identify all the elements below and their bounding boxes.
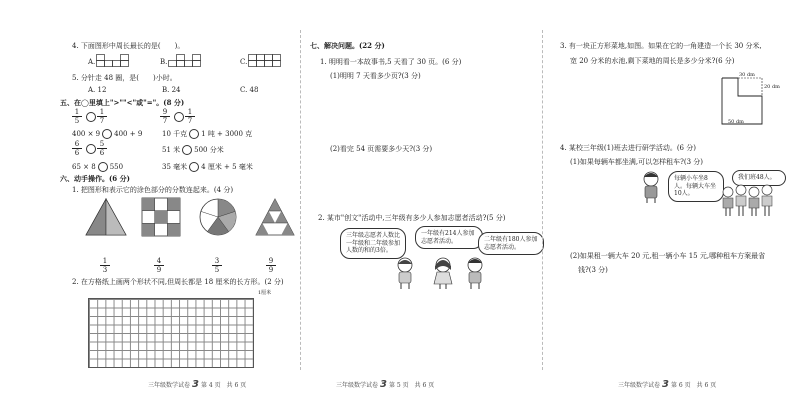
speech-bubble: 每辆小车坐8人。每辆大车坐10人。 <box>668 171 724 202</box>
compare-right: 10 千克 1 吨 + 3000 克 <box>162 130 253 138</box>
triangle-grid-figure <box>254 197 296 237</box>
page-6 <box>542 0 800 415</box>
page-footer: 三年级数学试卷 3 第 5 页 共 6 页 <box>336 379 435 390</box>
compare-circle[interactable] <box>86 112 96 122</box>
child-illustration <box>390 256 420 290</box>
q3-text-line1: 3. 有一块正方形菜地,如图。如果在它的一角建造一个长 30 分米, <box>560 42 762 50</box>
q4-option-b-label: B. <box>160 58 168 66</box>
q1-2-text: (2)看完 54 页需要多少天?(3 分) <box>330 145 433 153</box>
section-6-title: 六、动手操作。(6 分) <box>60 174 130 183</box>
page-4 <box>0 0 300 415</box>
q4-option-c-label: C. <box>240 58 248 66</box>
q5-option-b: B. 24 <box>162 86 181 94</box>
page-footer: 三年级数学试卷 3 第 4 页 共 6 页 <box>148 379 247 390</box>
triangle-figure <box>84 197 128 237</box>
q5-option-c: C. 48 <box>240 86 259 94</box>
fraction: $\frac{6}{6}$ <box>72 140 82 157</box>
q4-option-c-figure <box>248 54 288 68</box>
compare-circle[interactable] <box>189 129 199 139</box>
child-illustration <box>460 256 490 290</box>
q2-text: 2. 某市"创文"活动中,三年级有多少人参加志愿者活动?(5 分) <box>318 214 506 222</box>
q4-option-a-figure <box>96 54 140 68</box>
compare-left: 400 × 9 400 + 9 <box>72 130 143 138</box>
q4-option-a-label: A. <box>88 58 96 66</box>
q4-text: 4. 下面图形中周长最长的是( )。 <box>72 42 185 50</box>
q4-option-b-figure <box>168 54 212 68</box>
q5-option-a: A. 12 <box>88 86 107 94</box>
speech-bubble: 三年级志愿者人数比一年级和二年级参加人数的和的3倍。 <box>340 228 406 259</box>
speech-bubble: 一年级有214人参加志愿者活动。 <box>415 226 483 249</box>
q6-1-text: 1. 把图形和表示它的涂色部分的分数连起来。(4 分) <box>72 186 234 194</box>
page-5 <box>300 0 542 415</box>
fraction-answer: $\frac{3}{5}$ <box>212 257 222 274</box>
q3-text-line2: 宽 20 分米的水池,剩下菜地的周长是多少分米?(6 分) <box>570 57 735 65</box>
q5-text: 5. 分针走 48 圈，是( )小时。 <box>72 74 177 82</box>
q4-text: 4. 某校三年级(1)班去进行研学活动。(6 分) <box>560 144 696 152</box>
fraction: $\frac{9}{7}$ <box>160 108 170 125</box>
compare-circle[interactable] <box>102 129 112 139</box>
section-7-title: 七、解决问题。(22 分) <box>310 41 385 50</box>
page-footer: 三年级数学试卷 3 第 6 页 共 6 页 <box>618 379 717 390</box>
compare-left: 65 × 8 550 <box>72 163 124 171</box>
compare-circle[interactable] <box>174 112 184 122</box>
dim-top: 30 dm <box>739 72 755 78</box>
q4-1-text: (1)如果每辆车都坐满,可以怎样租车?(3 分) <box>570 158 704 166</box>
fraction-answer: $\frac{9}{9}$ <box>266 257 276 274</box>
compare-right: 35 毫米 4 厘米 + 5 毫米 <box>162 163 253 171</box>
circle-figure <box>198 197 238 237</box>
compare-circle[interactable] <box>98 162 108 172</box>
teacher-illustration <box>636 170 666 204</box>
child-illustration <box>428 256 458 290</box>
section-5-title: 五、在◯里填上">""<"或"="。(8 分) <box>60 98 185 107</box>
students-group-illustration <box>718 184 780 218</box>
dim-bottom: 50 dm <box>728 119 744 125</box>
unit-label: 1厘米 <box>258 290 272 296</box>
speech-bubble: 二年级有180人参加志愿者活动。 <box>478 232 544 255</box>
fraction: $\frac{1}{7}$ <box>97 108 107 125</box>
square-grid-figure <box>141 197 181 237</box>
q6-2-text: 2. 在方格纸上画两个形状不同,但周长都是 18 厘米的长方形。(2 分) <box>72 278 284 286</box>
compare-right: 51 米 500 分米 <box>162 146 224 154</box>
q1-text: 1. 明明看一本故事书,5 天看了 30 页。(6 分) <box>320 58 462 66</box>
fraction: $\frac{1}{5}$ <box>72 108 82 125</box>
speech-bubble: 我们班48人。 <box>732 170 786 186</box>
fraction: $\frac{5}{6}$ <box>97 140 107 157</box>
square-grid-paper[interactable] <box>88 298 254 368</box>
fraction-answer: $\frac{1}{3}$ <box>100 257 110 274</box>
fraction-answer: $\frac{4}{9}$ <box>154 257 164 274</box>
q1-1-text: (1)明明 7 天看多少页?(3 分) <box>330 72 421 80</box>
compare-circle[interactable] <box>86 144 96 154</box>
dim-right: 20 dm <box>764 84 780 90</box>
compare-circle[interactable] <box>189 162 199 172</box>
q4-2-text-line1: (2)如果租一辆大车 20 元,租一辆小车 15 元,哪种租车方案最省 <box>570 252 766 260</box>
compare-circle[interactable] <box>182 145 192 155</box>
q4-2-text-line2: 钱?(3 分) <box>578 266 608 274</box>
fraction: $\frac{1}{7}$ <box>185 108 195 125</box>
